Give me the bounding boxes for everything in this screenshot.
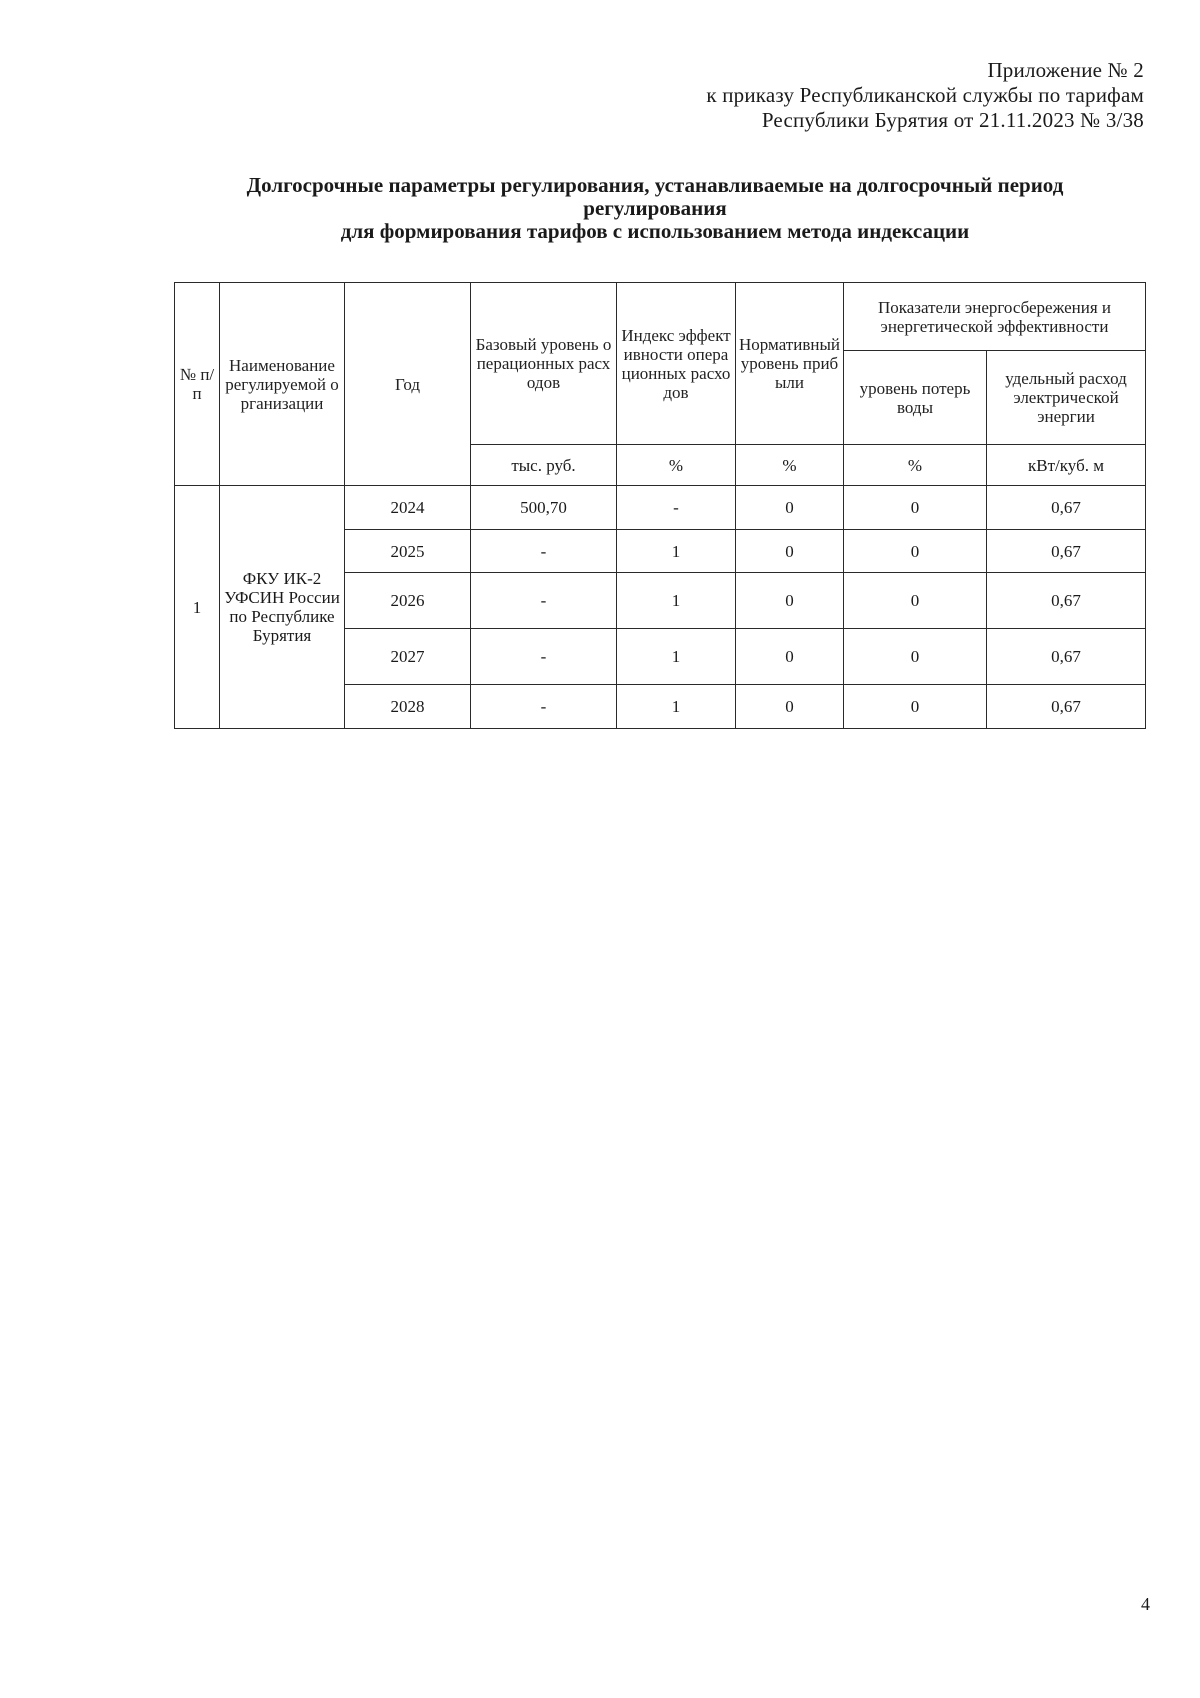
document-title [175, 174, 1135, 243]
header-year: Год [345, 283, 471, 486]
appendix-order-date: Республики Бурятия от 21.11.2023 № 3/38 [761, 108, 1144, 132]
page-number: 4 [1141, 1594, 1150, 1614]
unit-energy-consumption: кВт/куб. м [987, 445, 1146, 486]
header-water-loss: уровень потерь воды [844, 351, 987, 445]
cell-base-opex: - [471, 530, 617, 573]
cell-energy-consumption: 0,67 [987, 573, 1146, 629]
title-line-3: для формирования тарифов с использованием метода индексации [340, 219, 970, 243]
header-efficiency-index: Индекс эффективности операционных расходов [617, 283, 736, 445]
cell-profit-norm: 0 [736, 486, 844, 530]
cell-year: 2025 [345, 530, 471, 573]
cell-water-loss: 0 [844, 685, 987, 729]
header-num: № п/п [175, 283, 220, 486]
cell-water-loss: 0 [844, 573, 987, 629]
cell-efficiency-index: 1 [617, 573, 736, 629]
cell-year: 2027 [345, 629, 471, 685]
appendix-header [706, 58, 1144, 133]
header-energy-indicators: Показатели энергосбережения и энергетической эффективности [844, 283, 1146, 351]
cell-efficiency-index: - [617, 486, 736, 530]
appendix-number: Приложение № 2 [987, 58, 1144, 82]
cell-base-opex: 500,70 [471, 486, 617, 530]
header-base-opex: Базовый уровень операционных расходов [471, 283, 617, 445]
title-line-1: Долгосрочные параметры регулирования, устанавливаемые на долгосрочный период [246, 173, 1064, 197]
cell-energy-consumption: 0,67 [987, 486, 1146, 530]
cell-efficiency-index: 1 [617, 629, 736, 685]
header-energy-consumption: удельный расход электрической энергии [987, 351, 1146, 445]
cell-water-loss: 0 [844, 530, 987, 573]
unit-profit-norm: % [736, 445, 844, 486]
org-number: 1 [175, 486, 220, 729]
cell-energy-consumption: 0,67 [987, 685, 1146, 729]
cell-efficiency-index: 1 [617, 685, 736, 729]
cell-base-opex: - [471, 629, 617, 685]
header-org-name: Наименование регулируемой организации [220, 283, 345, 486]
cell-base-opex: - [471, 685, 617, 729]
cell-profit-norm: 0 [736, 530, 844, 573]
cell-efficiency-index: 1 [617, 530, 736, 573]
unit-efficiency-index: % [617, 445, 736, 486]
cell-energy-consumption: 0,67 [987, 629, 1146, 685]
unit-water-loss: % [844, 445, 987, 486]
cell-profit-norm: 0 [736, 629, 844, 685]
title-line-2: регулирования [583, 196, 727, 220]
unit-base-opex: тыс. руб. [471, 445, 617, 486]
appendix-order-ref: к приказу Республиканской службы по тарифам [706, 83, 1144, 107]
cell-year: 2026 [345, 573, 471, 629]
cell-profit-norm: 0 [736, 573, 844, 629]
cell-profit-norm: 0 [736, 685, 844, 729]
parameters-table [174, 282, 1146, 729]
cell-water-loss: 0 [844, 486, 987, 530]
cell-water-loss: 0 [844, 629, 987, 685]
header-profit-norm: Нормативный уровень прибыли [736, 283, 844, 445]
cell-year: 2024 [345, 486, 471, 530]
org-name: ФКУ ИК-2 УФСИН России по Республике Бурятия [220, 486, 345, 729]
cell-base-opex: - [471, 573, 617, 629]
cell-energy-consumption: 0,67 [987, 530, 1146, 573]
table-row [175, 486, 1146, 530]
cell-year: 2028 [345, 685, 471, 729]
